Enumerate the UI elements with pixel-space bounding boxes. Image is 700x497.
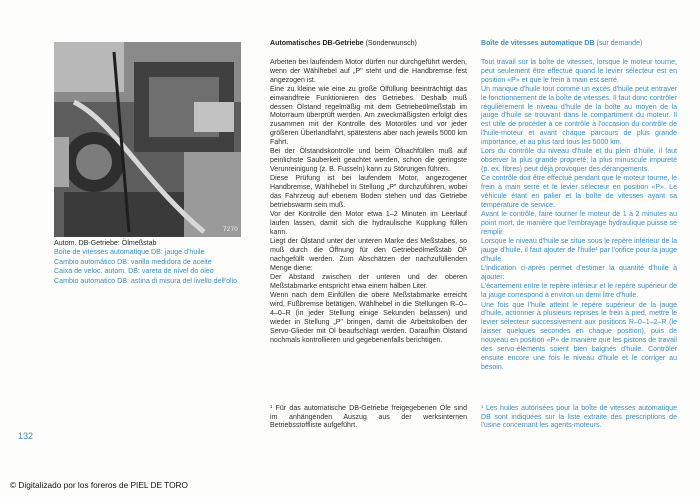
german-paragraph: Der Abstand zwischen der unteren und der oberen Meßstabmarke entspricht etwa einem halben Liter. xyxy=(270,274,467,290)
german-paragraph: Bei der Ölstandskontrolle und beim Ölnachfüllen muß auf peinlichste Sauberkeit geachtet werden, schon die geringste Verunreinigung (z. B. Fusseln) kann zu Störungen führen. xyxy=(270,148,467,173)
german-heading-title: Automatisches DB-Getriebe xyxy=(270,40,364,47)
french-heading-title: Boîte de vitesses automatique DB xyxy=(481,40,595,47)
page-number: 132 xyxy=(18,431,34,441)
french-paragraph: Une fois que l'huile atteint le repère supérieur de la jauge d'huile, actionner à plusieurs reprises le frein à pied, mettre le levier sélecteur successivement aux positions R–0–1–2–R (le laisser quelques secondes en chaque position), puis de nouveau en position «P» de manière que les pistons de travail des servo-éléments soient bien baignés d'huile. Contrôler ensuite encore une fois le niveau d'huile et le corriger au besoin. xyxy=(481,301,677,371)
french-paragraph: Tout travail sur la boîte de vitesses, lorsque le moteur tourne, peut seulement être effectué quand le levier sélecteur est en position «P» et que le frein à main est serré. xyxy=(481,58,677,84)
german-heading-note: (Sonderwunsch) xyxy=(365,40,417,47)
caption-french: Boîte de vitesses automatique DB: jauge d'huile xyxy=(54,248,205,257)
caption-german: Autom. DB-Getriebe: Ölmeßstab xyxy=(54,239,157,247)
german-footnote-text: ¹ Für das automatische DB-Getriebe freigegebenen Öle sind im anhängenden Auszug aus der werksinternen Betriebsstoffliste aufgeführt. xyxy=(270,405,467,430)
french-paragraph: Un manque d'huile tout comme un excès d'huile peut entraver le fonctionnement de la boîte de vitesses. Il faut donc contrôler régulièrement le niveau d'huile de la boîte au moyen de la jauge d'huile se trouvant dans le compartiment du moteur. Il est utile de procéder à ce contrôle à l'occasion du contrôle de l'huile-moteur et avant chaque parcours de plus grande importance, et au plus tard tous les 5000 km. xyxy=(481,85,677,146)
german-paragraph: Liegt der Ölstand unter der unteren Marke des Meßstabes, so muß durch die Öffnung für den Getriebeölmeßstab Öl¹ nachgefüllt werden. Zum Abschätzen der nachzufüllenden Menge diene: xyxy=(270,238,467,272)
french-footnote xyxy=(481,405,677,431)
german-paragraph: Wenn nach dem Einfüllen die obere Meßstabmarke erreicht wird, Fußbremse betätigen, Wählhebel in die Stellungen R–0–4–0–R (in jeder Stellung einige Sekunden belassen) und wieder in Stellung „P" bringen, damit die Arbeitskolben der Servo-Glieder mit Öl beaufschlagt werden. Daraufhin Ölstand nochmals kontrollieren und gegebenenfalls berichtigen. xyxy=(270,292,467,344)
german-column xyxy=(270,40,467,346)
french-paragraph: L'indication ci-après permet d'estimer la quantité d'huile à ajouter: xyxy=(481,265,677,282)
german-paragraph: Arbeiten bei laufendem Motor dürfen nur durchgeführt werden, wenn der Wählhebel auf „P" steht und die Handbremse fest angezogen ist. xyxy=(270,58,467,84)
caption-portuguese: Caixa de veloc. autom. DB: vareta de nível do óleo xyxy=(54,267,214,276)
german-footnote xyxy=(270,405,467,431)
french-heading xyxy=(481,40,677,49)
photo-captions xyxy=(54,239,249,286)
french-paragraph: Lors du contrôle du niveau d'huile et du plein d'huile, il faut observer la plus grande propreté; la plus minuscule impureté (p. ex. fibres) peut déjà provoquer des dérangements. xyxy=(481,148,677,173)
french-paragraph: L'écartement entre le repère inférieur et le repère supérieur de la jauge correspond à environ un demi litre d'huile. xyxy=(481,283,677,300)
german-paragraph: Eine zu kleine wie eine zu große Ölfüllung beeinträchtigt das einwandfreie Funktionieren des Getriebes. Deshalb muß dessen Ölstand regelmäßig mit dem Getriebeölmeßstab im Motorraum überprüft werden. Am zweckmäßigsten erfolgt dies zusammen mit der Kontrolle des Motoröles und vor jeder größeren Überlandfahrt, spätestens aber nach jeweils 5000 km Fahrt. xyxy=(270,85,467,146)
french-heading-note: (sur demande) xyxy=(596,40,643,47)
caption-italian: Cambio automatico DB: astina di misura del livello dell'olio xyxy=(54,276,238,285)
german-paragraph: Diese Prüfung ist bei laufendem Motor, angezogener Handbremse, Wählhebel in Stellung „P" durchzuführen, wobei das Fahrzeug auf ebenem Boden stehen und das Getriebe betriebswarm sein muß. xyxy=(270,175,467,209)
caption-spanish: Cambio automático DB: varilla medidora de aceite xyxy=(54,257,212,266)
french-paragraph: Lorsque le niveau d'huile se situe sous le repère inférieur de la jauge d'huile, il faut ajouter de l'huile¹ par l'orifice pour la jauge d'huile. xyxy=(481,238,677,263)
french-paragraph: Avant le contrôle, faire tourner le moteur de 1 à 2 minutes au point mort, de manière que l'embrayage hydraulique puisse se remplir. xyxy=(481,211,677,236)
engine-photo-illustration xyxy=(54,42,241,237)
photo-code: 7270 xyxy=(222,226,238,233)
engine-photo xyxy=(54,42,241,237)
french-column xyxy=(481,40,677,373)
german-heading xyxy=(270,40,467,49)
french-footnote-text: ¹ Les huiles autorisées pour la boîte de vitesses automatique DB sont indiquées sur la liste extraite des prescriptions de l'usine concernant les agents-moteurs. xyxy=(481,405,677,430)
french-paragraph: Ce contrôle doit être effectué pendant que le moteur tourne, le frein à main serré et le levier sélecteur en position «P». Le véhicule étant en palier et la boîte de vitesses ayant sa température de service. xyxy=(481,175,677,209)
german-paragraph: Vor der Kontrolle den Motor etwa 1–2 Minuten im Leerlauf laufen lassen, damit sich die hydraulische Kupplung füllen kann. xyxy=(270,211,467,236)
copyright-footer: © Digitalizado por los foreros de PIEL DE TORO xyxy=(10,480,188,490)
